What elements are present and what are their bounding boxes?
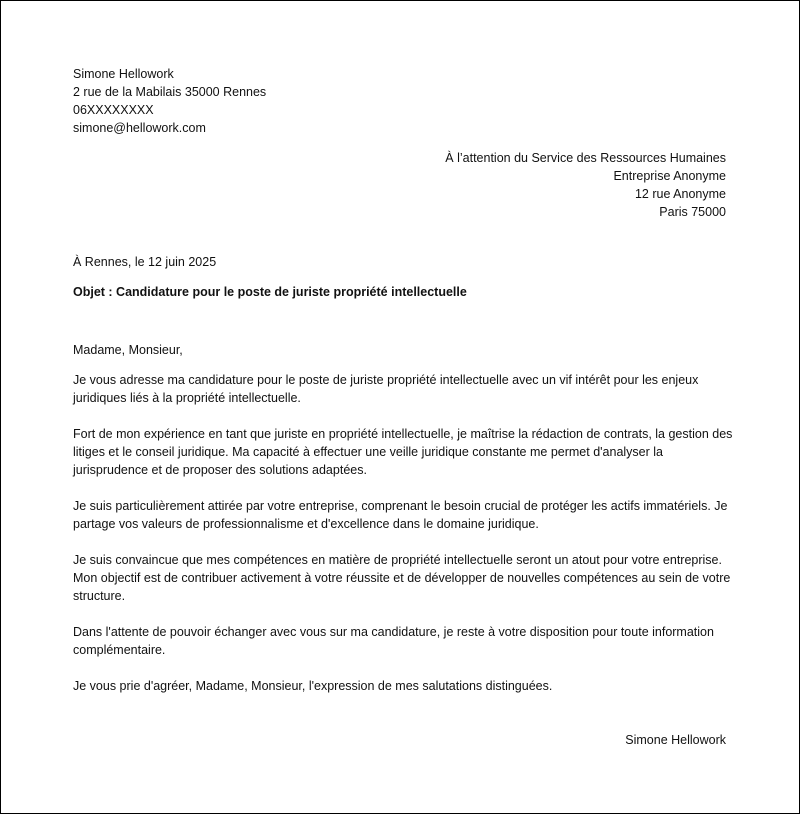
body-paragraph-1: Je vous adresse ma candidature pour le poste de juriste propriété intellectuelle avec un vif intérêt pour les enjeux juridiques liés à la propriété intellectuelle. [73,373,699,405]
sender-block [73,65,266,137]
body-paragraph-3: Je suis particulièrement attirée par votre entreprise, comprenant le besoin crucial de protéger les actifs immatériels. Je partage vos valeurs de professionnalisme et d'excellence dans le domaine juridique. [73,499,728,531]
salutation: Madame, Monsieur, [73,343,183,357]
letter-date: À Rennes, le 12 juin 2025 [73,255,217,269]
sender-name: Simone Hellowork [73,67,174,81]
body-paragraph-4: Je suis convaincue que mes compétences en matière de propriété intellectuelle seront un atout pour votre entreprise. Mon objectif est de contribuer activement à votre réussite et de développer de nouvelles compétences au sein de votre structure. [73,553,731,603]
recipient-company: Entreprise Anonyme [613,169,726,183]
sender-email: simone@hellowork.com [73,121,206,135]
recipient-attention: À l’attention du Service des Ressources Humaines [445,151,726,165]
letter-body [73,341,733,713]
letter-subject: Objet : Candidature pour le poste de juriste propriété intellectuelle [73,285,467,299]
signature: Simone Hellowork [625,733,726,747]
body-paragraph-5: Dans l'attente de pouvoir échanger avec vous sur ma candidature, je reste à votre disposition pour toute information complémentaire. [73,625,714,657]
closing-paragraph: Je vous prie d'agréer, Madame, Monsieur, l'expression de mes salutations distinguées. [73,679,553,693]
recipient-city: Paris 75000 [659,205,726,219]
body-paragraph-2: Fort de mon expérience en tant que juriste en propriété intellectuelle, je maîtrise la rédaction de contrats, la gestion des litiges et le conseil juridique. Ma capacité à effectuer une veille juridique constante me permet d'analyser la jurisprudence et de proposer des solutions adaptées. [73,427,733,477]
sender-address: 2 rue de la Mabilais 35000 Rennes [73,85,267,99]
recipient-block [445,149,726,221]
sender-phone: 06XXXXXXXX [73,103,154,117]
recipient-street: 12 rue Anonyme [634,187,726,201]
